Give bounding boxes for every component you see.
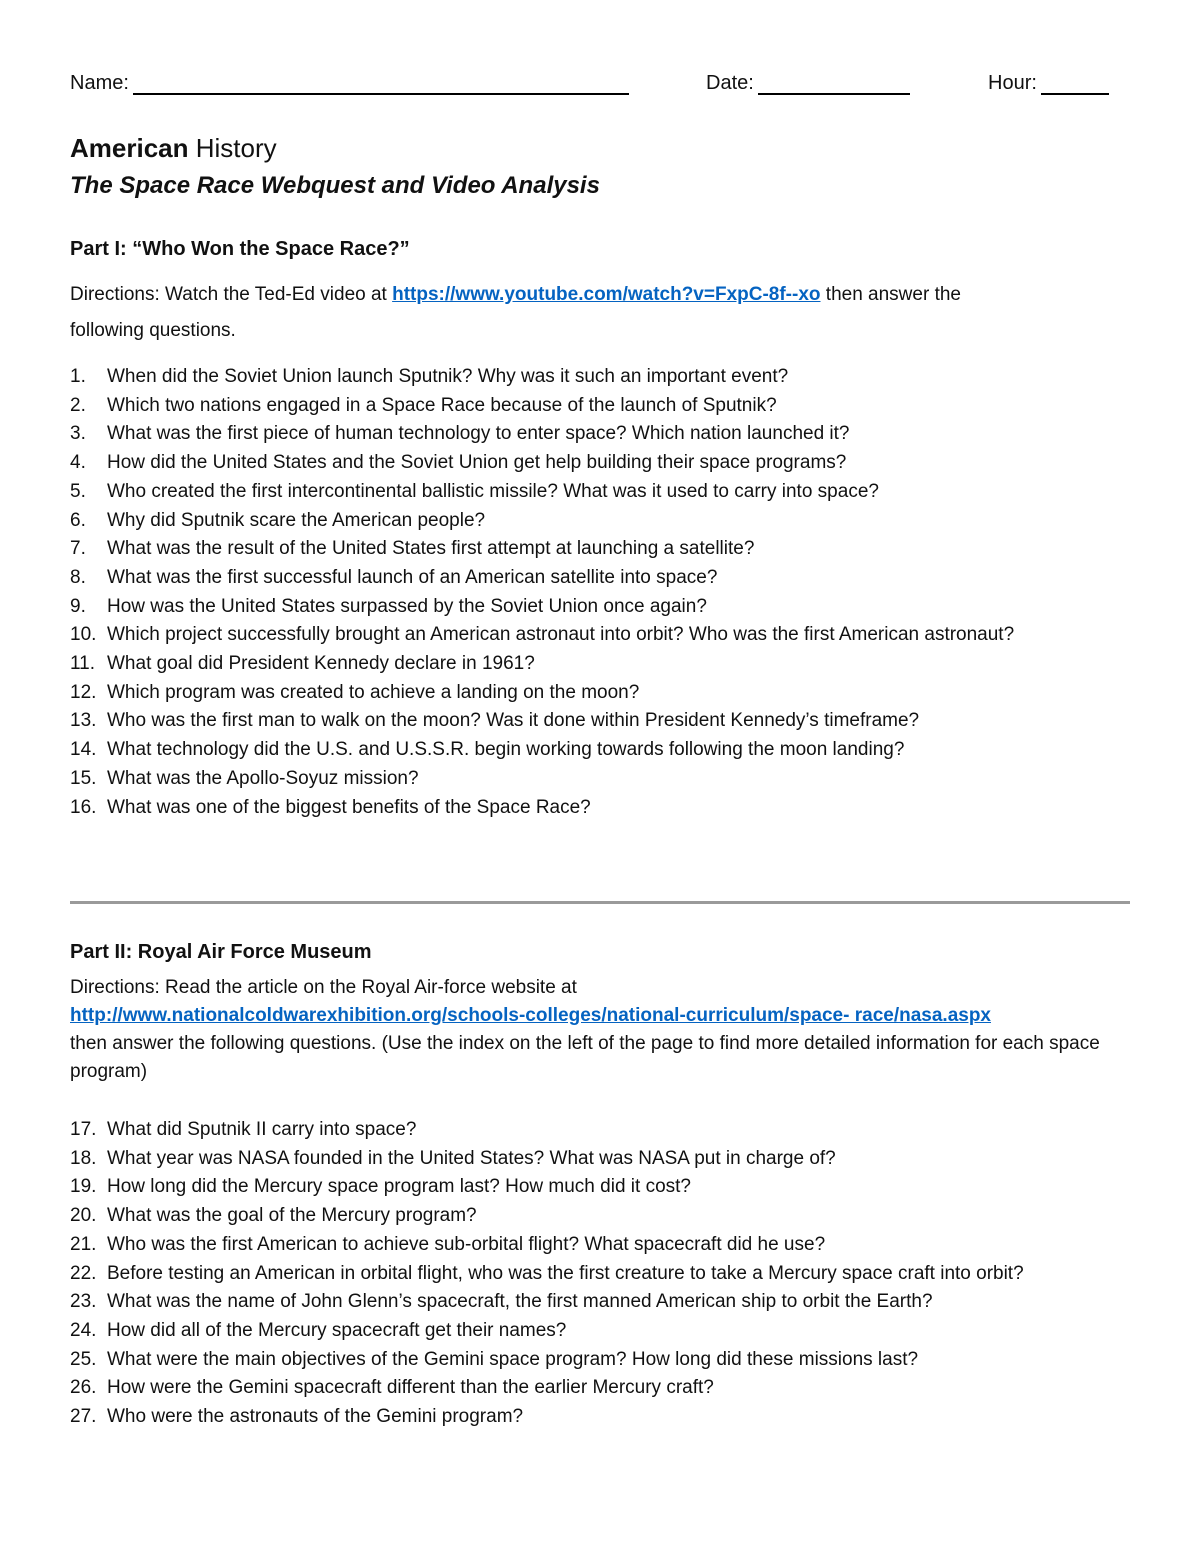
name-field: [70, 72, 629, 95]
question-item: [70, 1116, 1130, 1145]
document-title: The Space Race Webquest and Video Analysis: [70, 172, 600, 199]
question-text: What were the main objectives of the Gemini space program? How long did these missions last?: [107, 1348, 919, 1370]
question-item: [70, 1145, 1130, 1174]
question-item: [70, 420, 1130, 449]
question-number: 1.: [70, 366, 86, 387]
question-text: What was the result of the United States first attempt at launching a satellite?: [107, 538, 755, 560]
question-number: 22.: [70, 1262, 97, 1284]
question-number: 21.: [70, 1233, 97, 1255]
question-item: [70, 1260, 1130, 1289]
question-number: 26.: [70, 1377, 97, 1399]
part1-directions-prefix: Directions: Watch the Ted-Ed video at: [70, 284, 393, 305]
question-text: How were the Gemini spacecraft different than the earlier Mercury craft?: [107, 1377, 714, 1399]
question-item: [70, 507, 1130, 536]
question-number: 12.: [70, 681, 97, 703]
question-item: [70, 736, 1130, 765]
part2-directions: [70, 974, 1130, 1086]
question-text: How did all of the Mercury spacecraft get their names?: [107, 1319, 567, 1341]
question-item: [70, 363, 1130, 392]
question-number: 25.: [70, 1348, 97, 1370]
question-number: 5.: [70, 480, 86, 502]
question-item: [70, 392, 1130, 421]
date-blank[interactable]: [758, 73, 910, 95]
question-number: 18.: [70, 1147, 97, 1169]
question-number: 2.: [70, 394, 86, 416]
question-number: 23.: [70, 1291, 97, 1313]
part2-question-list: [70, 1116, 1130, 1432]
question-text: When did the Soviet Union launch Sputnik? Why was it such an important event?: [107, 366, 789, 387]
question-text: What was the Apollo-Soyuz mission?: [107, 767, 419, 789]
question-item: [70, 535, 1130, 564]
question-item: [70, 449, 1130, 478]
question-text: What did Sputnik II carry into space?: [107, 1119, 417, 1140]
question-number: 7.: [70, 538, 86, 560]
question-text: Who were the astronauts of the Gemini program?: [107, 1406, 524, 1428]
question-number: 17.: [70, 1119, 97, 1140]
question-number: 19.: [70, 1176, 97, 1198]
question-number: 10.: [70, 624, 97, 646]
question-text: Why did Sputnik scare the American people?: [107, 509, 486, 531]
part1-directions-line2: following questions.: [70, 320, 236, 341]
question-text: Who was the first American to achieve sub-orbital flight? What spacecraft did he use?: [107, 1233, 826, 1255]
question-item: [70, 1374, 1130, 1403]
question-item: [70, 650, 1130, 679]
question-number: 15.: [70, 767, 97, 789]
hour-field: [988, 72, 1109, 95]
part1-directions: [70, 277, 1130, 349]
question-text: What was the goal of the Mercury program?: [107, 1205, 477, 1227]
question-item: [70, 707, 1130, 736]
question-item: [70, 794, 1130, 823]
section-divider: [70, 901, 1130, 904]
question-text: How did the United States and the Soviet Union get help building their space programs?: [107, 452, 847, 474]
question-item: [70, 621, 1130, 650]
question-item: [70, 1173, 1130, 1202]
question-number: 11.: [70, 653, 96, 675]
question-item: [70, 1231, 1130, 1260]
question-item: [70, 478, 1130, 507]
hour-label: Hour:: [988, 72, 1037, 94]
question-text: Which program was created to achieve a landing on the moon?: [107, 681, 640, 703]
question-item: [70, 593, 1130, 622]
course-title-rest: History: [188, 133, 277, 163]
part1-heading: Part I: “Who Won the Space Race?”: [70, 238, 410, 260]
question-text: Before testing an American in orbital flight, who was the first creature to take a Mercury space craft into orbit?: [107, 1262, 1024, 1284]
part2-heading: Part II: Royal Air Force Museum: [70, 941, 372, 963]
question-number: 3.: [70, 423, 86, 445]
part1-question-list: [70, 363, 1130, 822]
name-label: Name:: [70, 72, 129, 94]
question-number: 9.: [70, 595, 86, 617]
question-number: 13.: [70, 710, 97, 732]
question-text: How long did the Mercury space program last? How much did it cost?: [107, 1176, 691, 1198]
question-text: What was one of the biggest benefits of the Space Race?: [107, 796, 591, 818]
question-item: [70, 1202, 1130, 1231]
question-number: 27.: [70, 1406, 97, 1428]
question-item: [70, 564, 1130, 593]
question-text: What goal did President Kennedy declare in 1961?: [107, 653, 535, 675]
date-field: [706, 72, 910, 95]
question-number: 8.: [70, 566, 86, 588]
question-number: 24.: [70, 1319, 97, 1341]
question-text: What was the first piece of human technology to enter space? Which nation launched it?: [107, 423, 850, 445]
date-label: Date:: [706, 72, 754, 94]
part1-directions-suffix: then answer the: [820, 284, 961, 305]
part1-video-link[interactable]: https://www.youtube.com/watch?v=FxpC-8f--xo: [392, 284, 821, 305]
question-text: Who was the first man to walk on the moon? Was it done within President Kennedy’s timeframe?: [107, 710, 920, 732]
course-title: [70, 133, 277, 164]
question-text: Which project successfully brought an American astronaut into orbit? Who was the first American astronaut?: [107, 624, 1015, 646]
part2-article-link[interactable]: http://www.nationalcoldwarexhibition.org/schools-colleges/national-curriculum/space- race/nasa.aspx: [70, 1005, 991, 1026]
question-item: [70, 1403, 1130, 1432]
question-number: 16.: [70, 796, 97, 818]
question-item: [70, 679, 1130, 708]
question-number: 20.: [70, 1205, 97, 1227]
question-text: What was the name of John Glenn’s spacecraft, the first manned American ship to orbit the Earth?: [107, 1291, 933, 1313]
header-fields: [70, 72, 1130, 102]
question-item: [70, 1346, 1130, 1375]
question-text: What was the first successful launch of an American satellite into space?: [107, 566, 718, 588]
question-text: Which two nations engaged in a Space Race because of the launch of Sputnik?: [107, 394, 777, 416]
name-blank[interactable]: [133, 73, 629, 95]
question-number: 4.: [70, 452, 86, 474]
question-item: [70, 1317, 1130, 1346]
question-text: What year was NASA founded in the United States? What was NASA put in charge of?: [107, 1147, 836, 1169]
question-item: [70, 1288, 1130, 1317]
question-text: Who created the first intercontinental ballistic missile? What was it used to carry into space?: [107, 480, 879, 502]
question-number: 14.: [70, 739, 97, 761]
question-item: [70, 765, 1130, 794]
question-text: How was the United States surpassed by the Soviet Union once again?: [107, 595, 707, 617]
part2-directions-rest: then answer the following questions. (Use the index on the left of the page to find more detailed information for each space program): [70, 1033, 1100, 1082]
question-text: What technology did the U.S. and U.S.S.R. begin working towards following the moon landing?: [107, 739, 905, 761]
part2-directions-line1: Directions: Read the article on the Royal Air-force website at: [70, 977, 577, 998]
question-number: 6.: [70, 509, 86, 531]
hour-blank[interactable]: [1041, 73, 1109, 95]
course-title-bold: American: [70, 133, 189, 163]
